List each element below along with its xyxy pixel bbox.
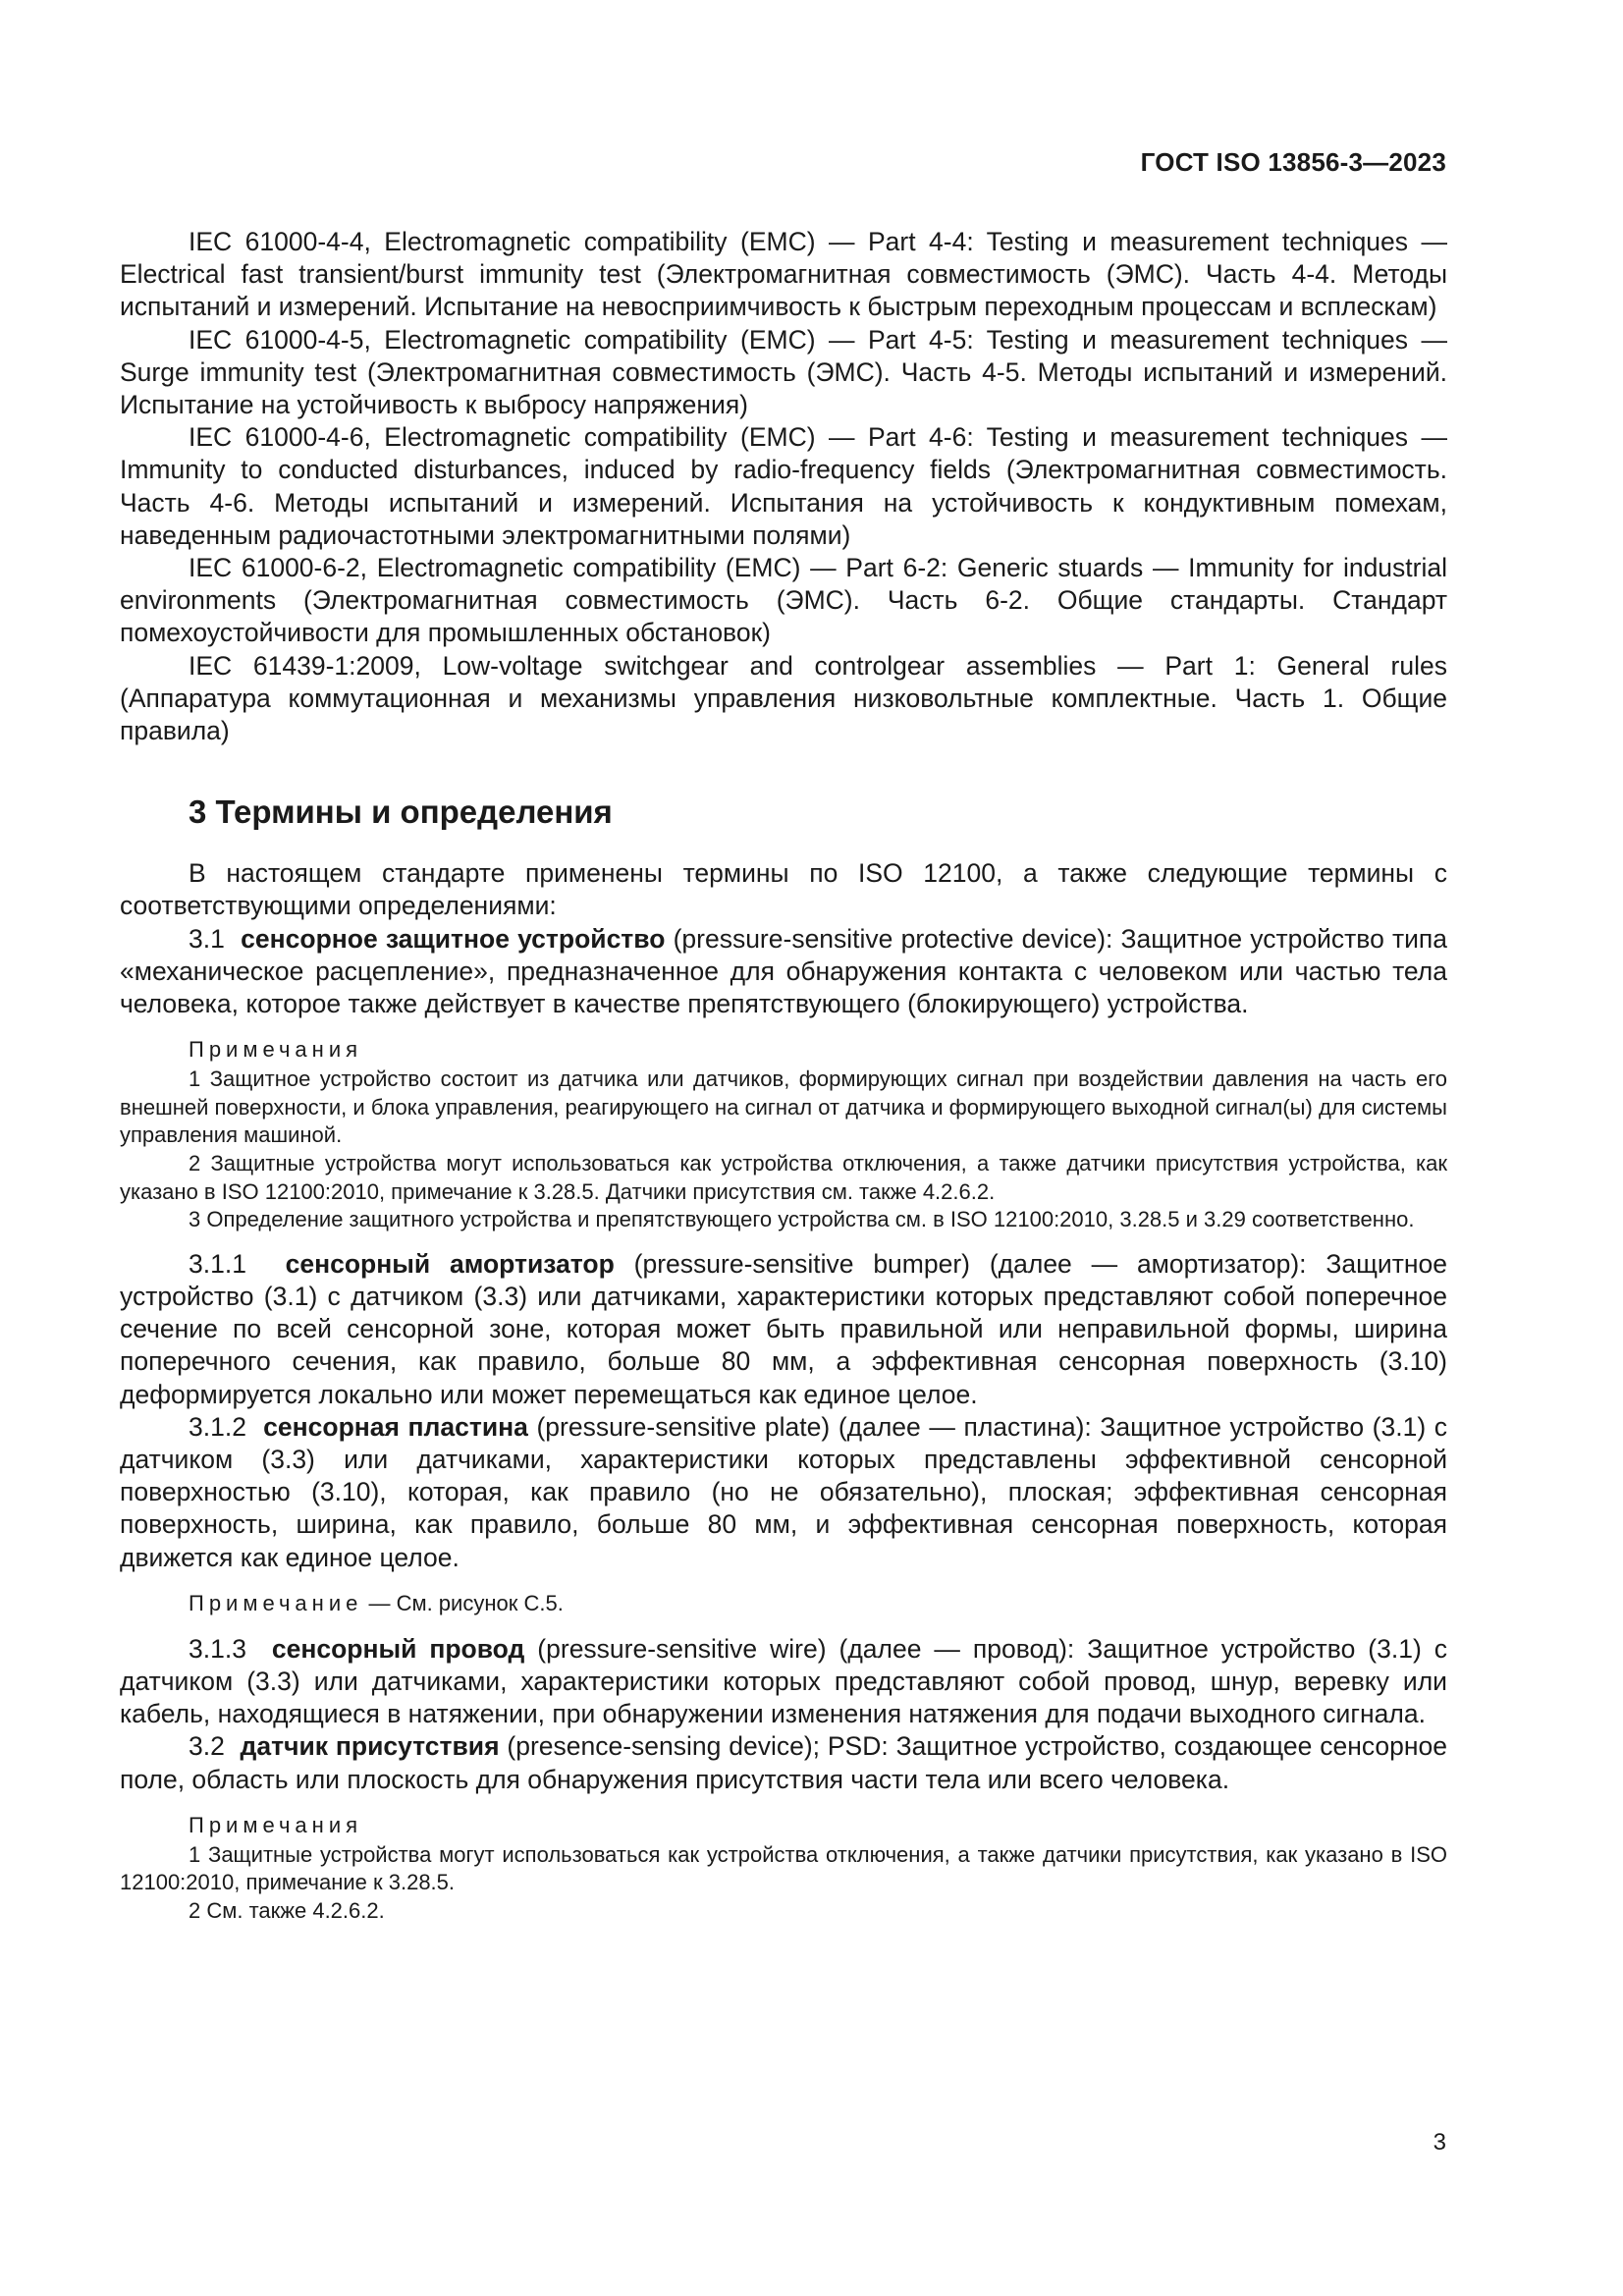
notes-title: Примечания <box>189 1812 363 1837</box>
reference-iec-61000-4-6: IEC 61000-4-6, Electromagnetic compatibility (EMC) — Part 4-6: Testing и measurement techniques — Immunity to conducted disturbances, induced by radio-frequency fields (Электромагнитная совместимость. Часть 4-6. Методы испытаний и измерений. Испытания на устойчивость к кондуктивным помехам, наведенным радиочастотными электромагнитными полями) <box>120 422 1447 550</box>
term-3-1 <box>120 923 1447 1021</box>
term-definition: (presence-sensing device); PSD: Защитное устройство, создающее сенсорное поле, область или плоскость для обнаружения присутствия части тела или всего человека. <box>120 1731 1447 1794</box>
term-number: 3.2 <box>189 1731 225 1762</box>
term-name: сенсорный амортизатор <box>285 1248 615 1279</box>
standard-header: ГОСТ ISO 13856-3—2023 <box>1140 147 1446 177</box>
page-content <box>120 226 1447 1926</box>
term-name: датчик присутствия <box>240 1731 500 1762</box>
term-name: сенсорная пластина <box>263 1411 528 1442</box>
term-3-1-3 <box>120 1633 1447 1731</box>
term-number: 3.1 <box>189 923 225 954</box>
term-3-1-1 <box>120 1248 1447 1411</box>
term-number: 3.1.3 <box>189 1633 246 1664</box>
reference-iec-61000-4-5: IEC 61000-4-5, Electromagnetic compatibility (EMC) — Part 4-5: Testing и measurement techniques — Surge immunity test (Электромагнитная совместимость (ЭМС). Часть 4-5. Методы испытаний и измерений. Испытание на устойчивость к выбросу напряжения) <box>120 324 1447 420</box>
term-definition: (pressure-sensitive bumper) (далее — амортизатор): Защитное устройство (3.1) с датчиком (3.3) или датчиками, характеристики которых представляют собой поперечное сечение по всей сенсорной зоне, которая может быть правильной или неправильной формы, ширина поперечного сечения, как правило, больше 80 мм, а эффективная сенсорная поверхность (3.10) деформируется локально или может перемещаться как единое целое. <box>120 1248 1447 1409</box>
reference-iec-61000-6-2: IEC 61000-6-2, Electromagnetic compatibility (EMC) — Part 6-2: Generic stuards — Immunity for industrial environments (Электромагнитная совместимость (ЭМС). Часть 6-2. Общие стандарты. Стандарт помехоустойчивости для промышленных обстановок) <box>120 553 1447 648</box>
reference-iec-61000-4-4: IEC 61000-4-4, Electromagnetic compatibility (EMC) — Part 4-4: Testing и measurement techniques — Electrical fast transient/burst immunity test (Электромагнитная совместимость (ЭМС). Часть 4-4. Методы испытаний и измерений. Испытание на невосприимчивость к быстрым переходным процессам и всплескам) <box>120 227 1447 322</box>
note-item: 2 Защитные устройства могут использоваться как устройства отключения, а также датчики присутствия устройства, как указано в ISO 12100:2010, примечание к 3.28.5. Датчики присутствия см. также 4.2.6.2. <box>120 1151 1447 1204</box>
note-item: 3 Определение защитного устройства и препятствующего устройства см. в ISO 12100:2010, 3.28.5 и 3.29 соответственно. <box>189 1207 1415 1232</box>
section-intro: В настоящем стандарте применены термины по ISO 12100, а также следующие термины с соответствующими определениями: <box>120 858 1447 921</box>
term-number: 3.1.2 <box>189 1411 246 1442</box>
notes-title: Примечания <box>189 1037 363 1063</box>
section-title: 3 Термины и определения <box>189 793 613 831</box>
note-item: 2 См. также 4.2.6.2. <box>189 1898 385 1924</box>
page-number: 3 <box>1433 2129 1446 2156</box>
note-item: 1 Защитное устройство состоит из датчика или датчиков, формирующих сигнал при воздействии давления на часть его внешней поверхности, и блока управления, реагирующего на сигнал от датчика и формирующего выходной сигнал(ы) для системы управления машиной. <box>120 1066 1447 1148</box>
note-text: — См. рисунок С.5. <box>362 1590 564 1615</box>
term-definition: (pressure-sensitive plate) (далее — пластина): Защитное устройство (3.1) с датчиком (3.3) или датчиками, характеристики которых представлены эффективной сенсорной поверхностью (3.10), которая, как правило (но не обязательно), плоская; эффективная сенсорная поверхность, ширина, как правило, больше 80 мм, и эффективная сенсорная поверхность, которая движется как единое целое. <box>120 1411 1448 1572</box>
term-definition: (pressure-sensitive wire) (далее — провод): Защитное устройство (3.1) с датчиком (3.3) или датчиками, характеристики которых представляют собой провод, шнур, веревку или кабель, находящиеся в натяжении, при обнаружении изменения натяжения для подачи выходного сигнала. <box>120 1633 1447 1729</box>
term-number: 3.1.1 <box>189 1248 246 1279</box>
term-name: сенсорный провод <box>271 1633 525 1664</box>
term-name: сенсорное защитное устройство <box>241 923 666 954</box>
note-inline <box>189 1590 1447 1617</box>
term-3-1-2 <box>120 1411 1447 1574</box>
note-label: Примечание <box>189 1590 363 1615</box>
reference-iec-61439-1: IEC 61439-1:2009, Low-voltage switchgear and controlgear assemblies — Part 1: General rules (Аппаратура коммутационная и механизмы управления низковольтные комплектные. Часть 1. Общие правила) <box>120 650 1447 746</box>
note-item: 1 Защитные устройства могут использоваться как устройства отключения, а также датчики присутствия, как указано в ISO 12100:2010, примечание к 3.28.5. <box>120 1841 1447 1895</box>
term-3-2 <box>120 1730 1447 1795</box>
term-definition: (pressure-sensitive protective device): Защитное устройство типа «механическое расцепление», предназначенное для обнаружения контакта с человеком или частью тела человека, которое также действует в качестве препятствующего (блокирующего) устройства. <box>120 923 1448 1019</box>
